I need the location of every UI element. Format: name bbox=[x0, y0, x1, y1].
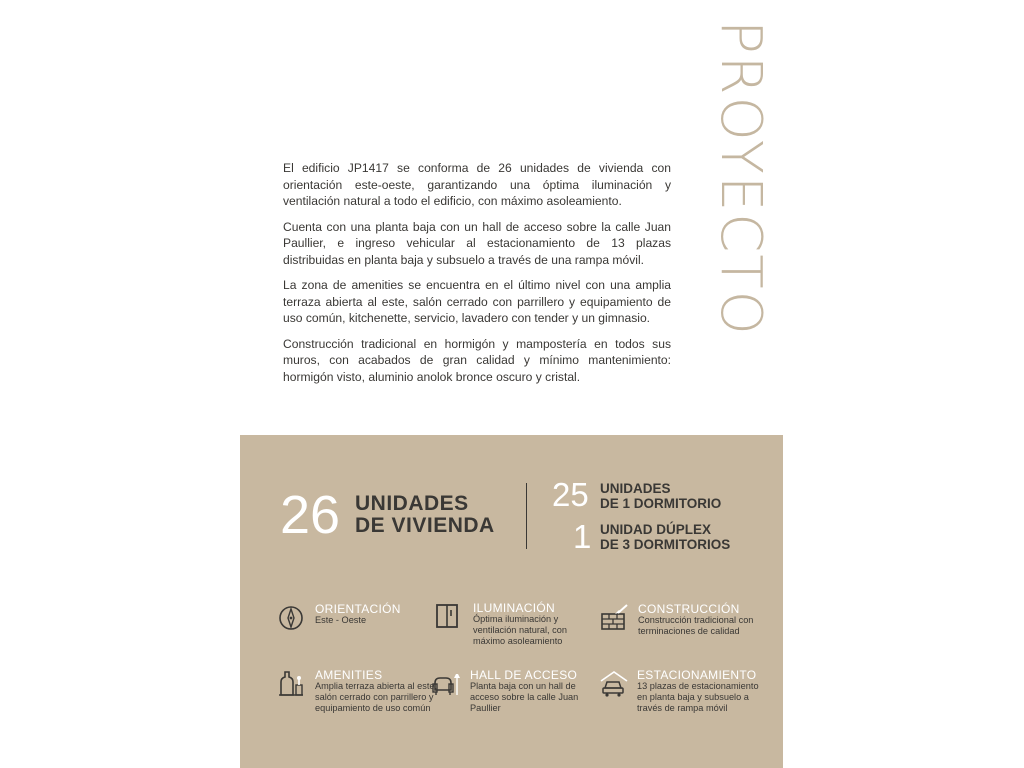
compass-icon bbox=[277, 604, 307, 632]
garage-car-icon bbox=[599, 670, 629, 698]
feature-description: Amplia terraza abierta al este, salón cerrado con parrillero y equipamiento de uso común bbox=[315, 681, 438, 713]
intro-paragraph-1: El edificio JP1417 se conforma de 26 unidades de vivienda con orientación este-oeste, garantizando una óptima iluminación y ventilación natural a todo el edificio, con máximo asoleamiento. bbox=[283, 161, 671, 208]
duplex-count: 1 bbox=[573, 518, 592, 555]
one-bedroom-count: 25 bbox=[552, 476, 589, 513]
feature-title: ILUMINACIÓN bbox=[473, 601, 555, 615]
intro-paragraph-4: Construcción tradicional en hormigón y mampostería en todos sus muros, con acabados de gran calidad y mínimo mantenimiento: hormigón visto, aluminio anolok bronce oscuro y cristal. bbox=[283, 336, 671, 384]
feature-description: Óptima iluminación y ventilación natural, con máximo asoleamiento bbox=[473, 614, 567, 646]
features-band bbox=[240, 435, 783, 768]
armchair-icon bbox=[432, 670, 462, 698]
total-units-number: 26 bbox=[280, 485, 341, 545]
intro-paragraph-3: La zona de amenities se encuentra en el último nivel con una amplia terraza abierta al este, salón cerrado con parrillero y equipamiento de uso común, kitchenette, servicio, lavadero con tender y un gimnasio. bbox=[283, 278, 671, 325]
total-units-label-line-2: DE VIVIENDA bbox=[355, 514, 495, 537]
one-bedroom-label bbox=[600, 481, 721, 511]
total-units-label bbox=[355, 493, 495, 537]
duplex-label-line-2: DE 3 DORMITORIOS bbox=[600, 537, 731, 552]
feature-description: Construcción tradicional con terminaciones de calidad bbox=[638, 615, 754, 636]
feature-title: AMENITIES bbox=[315, 668, 383, 682]
feature-description: Planta baja con un hall de acceso sobre la calle Juan Paullier bbox=[470, 681, 579, 713]
stats-divider bbox=[526, 483, 527, 549]
amenities-icon bbox=[277, 670, 307, 698]
brick-wall-icon bbox=[600, 604, 630, 632]
feature-title: HALL DE ACCESO bbox=[470, 668, 578, 682]
feature-description: Este - Oeste bbox=[315, 615, 367, 625]
total-units-label-line-1: UNIDADES bbox=[355, 492, 469, 515]
feature-title: CONSTRUCCIÓN bbox=[638, 602, 740, 616]
duplex-label-line-1: UNIDAD DÚPLEX bbox=[600, 522, 712, 537]
intro-text bbox=[283, 160, 671, 394]
intro-paragraph-2: Cuenta con una planta baja con un hall de acceso sobre la calle Juan Paullier, e ingreso vehicular al estacionamiento de 13 plazas distribuidas en planta baja y subsuelo a través de una rampa móvil. bbox=[283, 219, 671, 267]
feature-title: ORIENTACIÓN bbox=[315, 602, 401, 616]
brochure-page bbox=[240, 0, 783, 768]
window-icon bbox=[435, 603, 465, 631]
feature-description: 13 plazas de estacionamiento en planta baja y subsuelo a través de rampa móvil bbox=[637, 681, 759, 713]
side-title: PROYECTO bbox=[708, 20, 773, 337]
one-bedroom-label-line-2: DE 1 DORMITORIO bbox=[600, 496, 722, 511]
feature-title: ESTACIONAMIENTO bbox=[637, 668, 757, 682]
one-bedroom-label-line-1: UNIDADES bbox=[600, 481, 671, 496]
duplex-label bbox=[600, 522, 730, 552]
